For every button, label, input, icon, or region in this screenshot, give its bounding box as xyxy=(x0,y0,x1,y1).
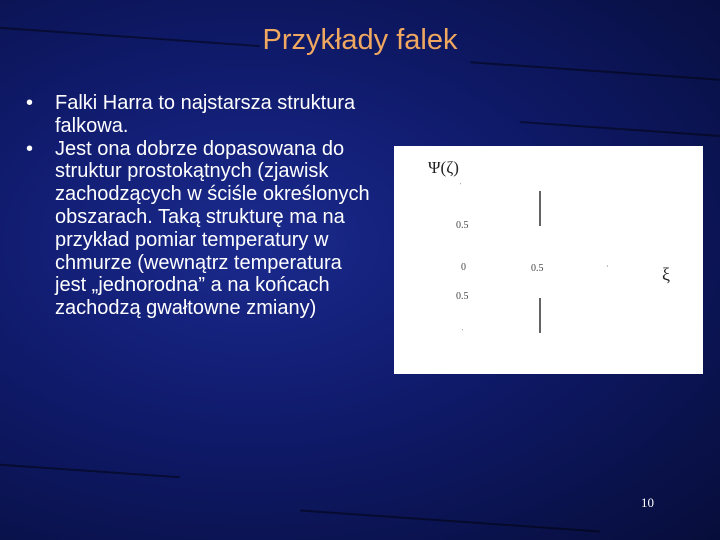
background-streak xyxy=(470,61,720,80)
haar-wavelet-plot xyxy=(394,146,703,374)
bullet-item xyxy=(26,138,371,320)
y-tick-label: 0.5 xyxy=(456,220,469,231)
y-tick-label: 0 xyxy=(461,262,466,273)
bullet-list xyxy=(26,92,371,320)
bullet-symbol: • xyxy=(26,137,34,160)
background-streak xyxy=(520,121,720,137)
bullet-symbol: • xyxy=(26,92,34,114)
y-axis-label: Ψ(ζ) xyxy=(428,158,459,177)
x-axis-label: ξ xyxy=(662,264,671,284)
slide-title: Przykłady falek xyxy=(262,24,458,56)
background-streak xyxy=(0,464,180,479)
axis-tick-mark: ' xyxy=(460,183,462,189)
x-tick-label: 0.5 xyxy=(531,263,544,274)
y-tick-label: 0.5 xyxy=(456,291,469,302)
bullet-item xyxy=(26,92,371,138)
bullet-text: Jest ona dobrze dopasowana do struktur prostokątnych (zjawisk zachodzących w ściśle określonych obszarach. Taką strukturę ma na przykład pomiar temperatury w chmurze (wewnątrz temperatura jest „jednorodna” a na końcach zachodzą gwałtowne zmiany) xyxy=(55,137,370,320)
bullet-text: Falki Harra to najstarsza struktura falkowa. xyxy=(55,92,356,137)
page-number: 10 xyxy=(641,495,654,510)
haar-wavelet-figure xyxy=(394,146,703,374)
background-streak xyxy=(300,510,599,533)
axis-tick-mark: · xyxy=(606,262,609,271)
axis-tick-mark: ' xyxy=(462,329,464,335)
